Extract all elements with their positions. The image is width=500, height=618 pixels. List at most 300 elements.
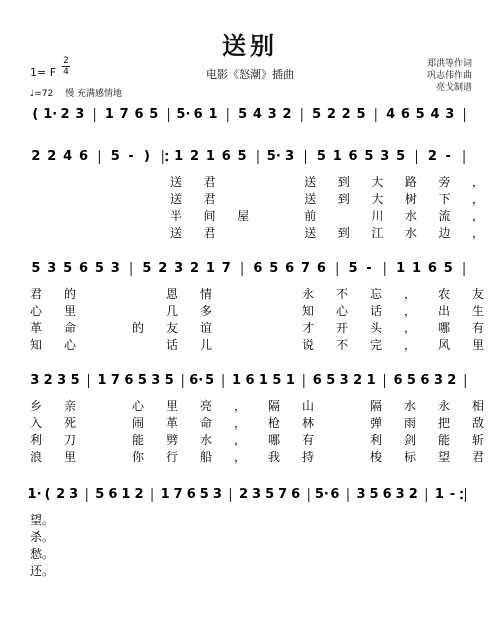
note-symbol: - (445, 149, 451, 164)
lyric-char: 不 (336, 287, 349, 301)
note-symbol: - (128, 149, 134, 164)
lyric-char: 弹 (370, 416, 383, 430)
note-symbol: 2 (60, 107, 70, 122)
lyric-char: 边 (438, 226, 451, 240)
lyric-line: 愁。 (30, 547, 55, 561)
note-symbol: 6 (193, 107, 203, 122)
note-symbol: 4 (430, 107, 440, 122)
note-symbol: 3 (212, 487, 222, 502)
note-symbol: 3 (339, 373, 349, 388)
lyric-char (271, 175, 283, 189)
lyric-char: 流 (438, 209, 451, 223)
note-symbol: ) (143, 149, 150, 164)
lyric-char (98, 287, 110, 301)
note-symbol: 5 (265, 487, 275, 502)
lyric-char: 不 (336, 338, 349, 352)
lyric-char: 永 (438, 399, 451, 413)
lyric-char (98, 450, 110, 464)
lyric-char: 开 (336, 321, 349, 335)
lyric-char: 船 (200, 450, 213, 464)
note-symbol: 6 (291, 487, 301, 502)
notation-credit: 亮戈制谱 (435, 83, 472, 93)
repeat-dot (165, 159, 168, 162)
note-symbol: 1 (396, 261, 406, 276)
note-symbol: 4 (63, 149, 73, 164)
note-symbol: 6· (189, 373, 204, 388)
note-symbol: 7 (173, 487, 183, 502)
note-symbol: 2 (56, 487, 66, 502)
lyric-char: 哪 (268, 433, 281, 447)
lyric-char: 亮 (200, 399, 213, 413)
lyric-char (336, 433, 348, 447)
note-symbol: 5 (312, 107, 322, 122)
note-symbol: 5 (272, 373, 282, 388)
lyric-line (30, 338, 484, 352)
note-symbol: 2 (408, 487, 418, 502)
lyric-char: 知 (30, 338, 43, 352)
time-numerator: 2 (63, 56, 69, 66)
lyric-char: 到 (337, 226, 350, 240)
note-symbol: 3 (445, 107, 455, 122)
lyric-char: 的 (132, 321, 145, 335)
note-symbol: 5 (348, 261, 358, 276)
lyric-char: 风 (438, 338, 451, 352)
lyric-char: 里 (166, 399, 179, 413)
note-symbol: 1 (208, 107, 218, 122)
lyric-char: 哪 (438, 321, 451, 335)
lyric-char: 林 (302, 416, 315, 430)
lyric-char: 持 (302, 450, 315, 464)
note-symbol: 3 (267, 107, 277, 122)
note-symbol: 6 (420, 373, 430, 388)
note-symbol: 3 (47, 261, 57, 276)
note-symbol: 5 (406, 373, 416, 388)
lyric-char: 命 (64, 321, 77, 335)
lyric-char: 生 (472, 304, 485, 318)
note-symbol: 3 (69, 487, 79, 502)
lyric-char (98, 433, 110, 447)
note-symbol: 2 (341, 107, 351, 122)
note-symbol: 1· (43, 107, 58, 122)
lyric-char (98, 304, 110, 318)
lyric-char: 心 (336, 304, 349, 318)
lyric-char: 完 (370, 338, 383, 352)
lyric-char (132, 304, 144, 318)
note-symbol: 1· (27, 487, 42, 502)
lyric-char (98, 321, 110, 335)
lyric-char: 君 (472, 450, 485, 464)
note-symbol: 5 (364, 149, 374, 164)
lyric-char: 下 (438, 192, 451, 206)
note-symbol: 5 (269, 261, 279, 276)
note-symbol: 1 (258, 373, 268, 388)
lyric-char: 永 (302, 287, 315, 301)
note-symbol: 3 (252, 487, 262, 502)
lyric-char: 水 (404, 399, 417, 413)
lyric-char: 革 (30, 321, 43, 335)
note-symbol: 1 (160, 487, 170, 502)
lyric-char: 敌 (472, 416, 485, 430)
note-symbol: 2 (189, 261, 200, 276)
lyric-char: 君 (30, 287, 43, 301)
note-symbol: 6 (427, 261, 437, 276)
note-symbol: 6 (316, 261, 326, 276)
lyric-char: 心 (30, 304, 43, 318)
lyric-char: 送 (170, 175, 183, 189)
lyric-char: 我 (268, 450, 281, 464)
note-symbol: 3 (285, 149, 295, 164)
note-symbol: 1 (332, 149, 342, 164)
lyric-char (98, 416, 110, 430)
note-symbol: 3 (380, 149, 390, 164)
lyric-char: 水 (200, 433, 213, 447)
lyric-char (237, 226, 249, 240)
lyric-char: 剑 (404, 433, 417, 447)
note-symbol: 1 (232, 373, 242, 388)
lyric-char: 心 (132, 399, 145, 413)
lyric-char (268, 321, 280, 335)
note-symbol: - (449, 487, 456, 502)
lyric-char: 大 (371, 192, 384, 206)
note-symbol: 1 (285, 373, 295, 388)
note-symbol: 5· (314, 487, 329, 502)
note-symbol: 6 (245, 373, 255, 388)
note-symbol: 6 (108, 487, 118, 502)
lyric-char: 革 (166, 416, 179, 430)
note-symbol: 6 (124, 373, 134, 388)
lyric-char: 命 (200, 416, 213, 430)
note-symbol: 6 (312, 373, 322, 388)
lyric-char: 水 (404, 226, 417, 240)
lyric-char: 枪 (268, 416, 281, 430)
lyric-char: ， (404, 321, 417, 335)
lyric-char: 有 (302, 433, 315, 447)
lyric-char (234, 338, 246, 352)
note-symbol: 5· (176, 107, 191, 122)
note-symbol: 5 (110, 149, 120, 164)
lyric-line (30, 449, 484, 464)
note-symbol: 6 (382, 487, 392, 502)
note-symbol: 3 (57, 373, 67, 388)
lyric-char: 送 (304, 226, 317, 240)
lyric-char (237, 175, 249, 189)
lyric-char: 话 (166, 338, 179, 352)
lyric-char: 你 (132, 450, 145, 464)
note-symbol: 2 (189, 149, 200, 164)
lyric-line (170, 225, 484, 240)
note-symbol: - (366, 261, 372, 276)
lyric-char: 送 (170, 226, 183, 240)
lyric-char (132, 287, 144, 301)
lyric-char: 浪 (30, 450, 43, 464)
composer-credit: 巩志伟作曲 (426, 71, 472, 81)
lyric-char: ， (404, 304, 417, 318)
lyric-char (234, 287, 246, 301)
note-symbol: 1 (434, 487, 444, 502)
note-symbol: 5 (415, 107, 425, 122)
lyric-char: ， (404, 287, 417, 301)
note-symbol: 3 (395, 487, 405, 502)
lyric-line (30, 303, 484, 318)
note-symbol: 3 (356, 487, 366, 502)
lyric-char: 死 (64, 416, 77, 430)
lyric-char: ， (472, 226, 485, 240)
note-symbol: 7 (221, 261, 231, 276)
lyric-line (30, 320, 484, 335)
note-symbol: 1 (97, 373, 107, 388)
note-symbol: 2 (238, 487, 248, 502)
note-symbol: 6 (186, 487, 196, 502)
lyric-char: 利 (30, 433, 43, 447)
note-symbol: 5 (443, 261, 453, 276)
note-symbol: 3 (174, 261, 184, 276)
lyric-char (268, 287, 280, 301)
time-denominator: 4 (63, 67, 69, 77)
lyric-char: 刀 (64, 433, 77, 447)
note-symbol: 2 (47, 149, 57, 164)
note-symbol: 2 (447, 373, 457, 388)
note-symbol: 2 (353, 373, 363, 388)
note-symbol: 6 (78, 261, 89, 276)
lyric-char: 送 (170, 192, 183, 206)
lyric-char: 农 (438, 287, 451, 301)
lyric-char: 水 (404, 209, 417, 223)
lyric-char: 多 (200, 304, 213, 318)
lyric-char: 雨 (404, 416, 417, 430)
lyric-char: 山 (302, 399, 315, 413)
lyric-line (170, 174, 484, 189)
lyric-char (338, 209, 350, 223)
lyric-char: ， (472, 209, 485, 223)
lyric-char: 标 (404, 450, 417, 464)
note-symbol: 5· (266, 149, 281, 164)
note-symbol: 7 (110, 373, 120, 388)
note-symbol: 4 (252, 107, 262, 122)
song-subtitle: 电影《怒潮》插曲 (206, 68, 294, 81)
note-symbol: 5 (149, 107, 159, 122)
lyric-char: 的 (64, 287, 77, 301)
lyric-char: ， (234, 399, 247, 413)
note-symbol: 3 (75, 107, 85, 122)
note-symbol: 6 (253, 261, 263, 276)
lyric-char: 隔 (370, 399, 383, 413)
note-symbol: 2 (158, 261, 168, 276)
note-symbol: 5 (137, 373, 147, 388)
lyric-char (271, 192, 283, 206)
lyric-char: 梭 (370, 450, 383, 464)
note-symbol: 6 (285, 261, 295, 276)
lyric-char: 谊 (200, 321, 213, 335)
lyric-char: 能 (132, 433, 145, 447)
lyric-char (237, 192, 249, 206)
lyric-char: 才 (302, 321, 315, 335)
lyric-char: 到 (337, 192, 350, 206)
repeat-dot (460, 491, 463, 494)
note-symbol: 2 (326, 107, 336, 122)
note-symbol: 5 (63, 261, 73, 276)
note-symbol: 5 (199, 487, 209, 502)
note-symbol: 5 (237, 149, 247, 164)
note-symbol: 5 (94, 261, 104, 276)
note-symbol: 6 (78, 149, 89, 164)
lyric-char (268, 338, 280, 352)
note-symbol: 3 (151, 373, 161, 388)
lyric-char: 劈 (166, 433, 179, 447)
lyric-char: 君 (203, 226, 216, 240)
note-symbol: 5 (369, 487, 379, 502)
note-symbol: 5 (70, 373, 80, 388)
lyric-char: 送 (304, 175, 317, 189)
note-symbol: 5 (316, 149, 326, 164)
lyric-char (98, 338, 110, 352)
lyric-line (30, 432, 484, 447)
lyric-char: 心 (64, 338, 77, 352)
note-symbol: 3 (433, 373, 443, 388)
note-symbol: 7 (300, 261, 311, 276)
lyric-char: 里 (64, 304, 77, 318)
lyric-char: 江 (371, 226, 384, 240)
lyric-char: 屋 (237, 209, 250, 223)
note-symbol: 7 (278, 487, 288, 502)
note-symbol: 7 (119, 107, 129, 122)
note-symbol: ( (44, 487, 51, 502)
lyric-char: 知 (302, 304, 315, 318)
note-symbol: 2 (282, 107, 292, 122)
lyric-char: ， (234, 450, 247, 464)
lyric-line (30, 398, 484, 413)
note-symbol: 3 (110, 261, 120, 276)
lyric-char: ， (472, 192, 485, 206)
lyric-char: 话 (370, 304, 383, 318)
lyric-char: 斩 (472, 433, 485, 447)
lyric-char: ， (234, 416, 247, 430)
lyric-line (30, 286, 484, 301)
note-symbol: 5 (396, 149, 406, 164)
lyric-char (336, 416, 348, 430)
lyric-char: 儿 (200, 338, 213, 352)
note-symbol: 6 (221, 149, 231, 164)
lyric-char (271, 209, 283, 223)
lyric-char: 亲 (64, 399, 77, 413)
lyric-char: 利 (370, 433, 383, 447)
lyric-line: 杀。 (30, 530, 55, 544)
note-symbol: 6 (134, 107, 144, 122)
lyric-line (170, 208, 484, 223)
note-symbol: 2 (427, 149, 437, 164)
tempo-marking: ♩=72 慢 充满感情地 (30, 89, 122, 99)
lyric-char: 头 (370, 321, 383, 335)
note-symbol: 1 (121, 487, 131, 502)
note-symbol: 3 (30, 373, 40, 388)
note-symbol: 6 (393, 373, 403, 388)
note-symbol: 5 (95, 487, 105, 502)
lyric-char: 友 (166, 321, 179, 335)
lyric-line (30, 415, 484, 430)
lyric-line: 望。 (30, 513, 55, 527)
lyric-char: 说 (302, 338, 315, 352)
note-symbol: 2 (43, 373, 53, 388)
lyric-char (234, 321, 246, 335)
lyric-char: 大 (371, 175, 384, 189)
lyric-char (268, 304, 280, 318)
note-symbol: 1 (205, 261, 215, 276)
lyric-char: 间 (203, 209, 216, 223)
note-symbol: 5 (356, 107, 366, 122)
lyric-char (98, 399, 110, 413)
lyric-line (170, 191, 484, 206)
lyricist-credit: 郑洪等作词 (426, 59, 472, 69)
lyric-char: 能 (438, 433, 451, 447)
note-symbol: 1 (174, 149, 184, 164)
song-title: 送别 (222, 32, 278, 60)
lyric-char (336, 450, 348, 464)
lyric-char: 半 (170, 209, 183, 223)
lyric-char: 入 (30, 416, 43, 430)
note-symbol: 5 (31, 261, 41, 276)
lyric-char (271, 226, 283, 240)
note-symbol: ( (32, 107, 39, 122)
lyric-char: 有 (472, 321, 485, 335)
repeat-dot (460, 497, 463, 500)
lyric-char: 隔 (268, 399, 281, 413)
lyric-char: 路 (404, 175, 417, 189)
lyric-char: 忘 (370, 287, 383, 301)
repeat-dot (165, 153, 168, 156)
lyric-line: 还。 (30, 564, 55, 578)
note-symbol: 1 (104, 107, 114, 122)
lyric-char: 闹 (132, 416, 145, 430)
lyric-char: 前 (304, 209, 317, 223)
lyric-char: 行 (166, 450, 179, 464)
note-symbol: 6 (330, 487, 340, 502)
lyric-char (336, 399, 348, 413)
note-symbol: 1 (205, 149, 215, 164)
lyric-char (234, 304, 246, 318)
lyric-char: 乡 (30, 399, 43, 413)
lyric-char: 到 (337, 175, 350, 189)
lyric-char (132, 338, 144, 352)
note-symbol: 1 (411, 261, 422, 276)
lyric-char: 君 (203, 175, 216, 189)
lyric-char: 望 (438, 450, 451, 464)
lyric-char: 川 (371, 209, 384, 223)
note-symbol: 4 (386, 107, 396, 122)
lyric-char: ， (404, 338, 417, 352)
lyric-char: 恩 (166, 287, 179, 301)
note-symbol: 5 (205, 373, 215, 388)
lyric-char: 出 (438, 304, 451, 318)
key-signature: 1= F (30, 66, 57, 79)
lyric-char: 树 (404, 192, 417, 206)
lyric-char: 君 (203, 192, 216, 206)
note-symbol: 1 (366, 373, 376, 388)
lyric-char: 把 (438, 416, 451, 430)
lyric-char: 相 (472, 399, 485, 413)
lyric-char: 情 (200, 287, 213, 301)
note-symbol: 5 (326, 373, 336, 388)
note-symbol: 5 (164, 373, 174, 388)
note-symbol: 5 (142, 261, 152, 276)
lyric-char: ， (234, 433, 247, 447)
lyric-char: 旁 (438, 175, 451, 189)
lyric-char: 友 (472, 287, 485, 301)
note-symbol: 5 (238, 107, 248, 122)
note-symbol: 2 (31, 149, 41, 164)
lyric-char: ， (472, 175, 485, 189)
note-symbol: 2 (134, 487, 144, 502)
note-symbol: 6 (400, 107, 410, 122)
lyric-char: 里 (472, 338, 485, 352)
